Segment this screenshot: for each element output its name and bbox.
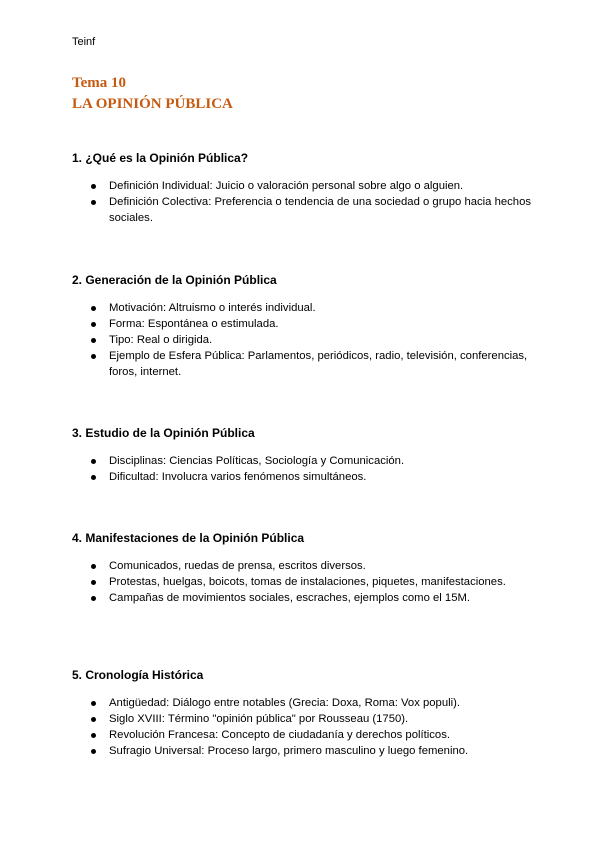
section-heading: 5. Cronología Histórica (72, 668, 204, 682)
section-cronologia (72, 668, 542, 759)
list-item-text: Motivación: Altruismo o interés individual. (109, 302, 316, 314)
bullet-dot-icon (91, 354, 96, 359)
section-heading: 3. Estudio de la Opinión Pública (72, 426, 255, 440)
section-estudio (72, 426, 542, 485)
list-item-text: Comunicados, ruedas de prensa, escritos diversos. (109, 560, 366, 572)
list-item-text: Disciplinas: Ciencias Políticas, Sociología y Comunicación. (109, 455, 405, 467)
list-item-text: Tipo: Real o dirigida. (109, 334, 213, 346)
section-heading: 4. Manifestaciones de la Opinión Pública (72, 531, 305, 545)
bullet-dot-icon (91, 306, 96, 311)
list-item (72, 711, 542, 727)
list-item-text: Siglo XVIII: Término "opinión pública" por Rousseau (1750). (109, 713, 409, 725)
bullet-dot-icon (91, 749, 96, 754)
section-generacion (72, 273, 542, 380)
list-item-text: Campañas de movimientos sociales, escraches, ejemplos como el 15M. (109, 592, 471, 604)
bullet-dot-icon (91, 184, 96, 189)
list-item (72, 558, 542, 574)
section-heading: 2. Generación de la Opinión Pública (72, 273, 277, 287)
list-item-text: Definición Individual: Juicio o valoración personal sobre algo o alguien. (109, 180, 464, 192)
bullet-dot-icon (91, 701, 96, 706)
list-item (72, 453, 542, 469)
list-item-text: Forma: Espontánea o estimulada. (109, 318, 279, 330)
list-item (72, 348, 542, 380)
list-item (72, 695, 542, 711)
list-item-text: Sufragio Universal: Proceso largo, primero masculino y luego femenino. (109, 745, 469, 757)
bullet-list (72, 300, 542, 380)
list-item (72, 574, 542, 590)
section-manifestaciones (72, 531, 542, 606)
list-item (72, 332, 542, 348)
bullet-list (72, 453, 542, 485)
list-item (72, 300, 542, 316)
bullet-list (72, 178, 542, 226)
title-topic-number: Tema 10 (72, 75, 127, 91)
list-item (72, 727, 542, 743)
list-item (72, 743, 542, 759)
bullet-dot-icon (91, 564, 96, 569)
list-item-text: Revolución Francesa: Concepto de ciudadanía y derechos políticos. (109, 729, 450, 741)
bullet-dot-icon (91, 717, 96, 722)
list-item (72, 590, 542, 606)
bullet-dot-icon (91, 200, 96, 205)
header-label: Teinf (72, 36, 96, 48)
bullet-dot-icon (91, 475, 96, 480)
list-item (72, 194, 542, 226)
list-item-text: Dificultad: Involucra varios fenómenos simultáneos. (109, 471, 367, 483)
bullet-dot-icon (91, 459, 96, 464)
bullet-dot-icon (91, 596, 96, 601)
list-item-text: Definición Colectiva: Preferencia o tendencia de una sociedad o grupo hacia hechos sociales. (109, 196, 532, 224)
list-item-text: Ejemplo de Esfera Pública: Parlamentos, periódicos, radio, televisión, conferencias, foros, internet. (109, 350, 528, 378)
bullet-list (72, 695, 542, 759)
bullet-dot-icon (91, 322, 96, 327)
section-heading: 1. ¿Qué es la Opinión Pública? (72, 151, 249, 165)
title-topic-name: LA OPINIÓN PÚBLICA (72, 96, 233, 112)
list-item-text: Protestas, huelgas, boicots, tomas de instalaciones, piquetes, manifestaciones. (109, 576, 506, 588)
list-item-text: Antigüedad: Diálogo entre notables (Grecia: Doxa, Roma: Vox populi). (109, 697, 461, 709)
bullet-list (72, 558, 542, 606)
bullet-dot-icon (91, 580, 96, 585)
list-item (72, 316, 542, 332)
document-title (72, 73, 233, 115)
list-item (72, 178, 542, 194)
bullet-dot-icon (91, 733, 96, 738)
section-que-es (72, 151, 542, 226)
bullet-dot-icon (91, 338, 96, 343)
list-item (72, 469, 542, 485)
